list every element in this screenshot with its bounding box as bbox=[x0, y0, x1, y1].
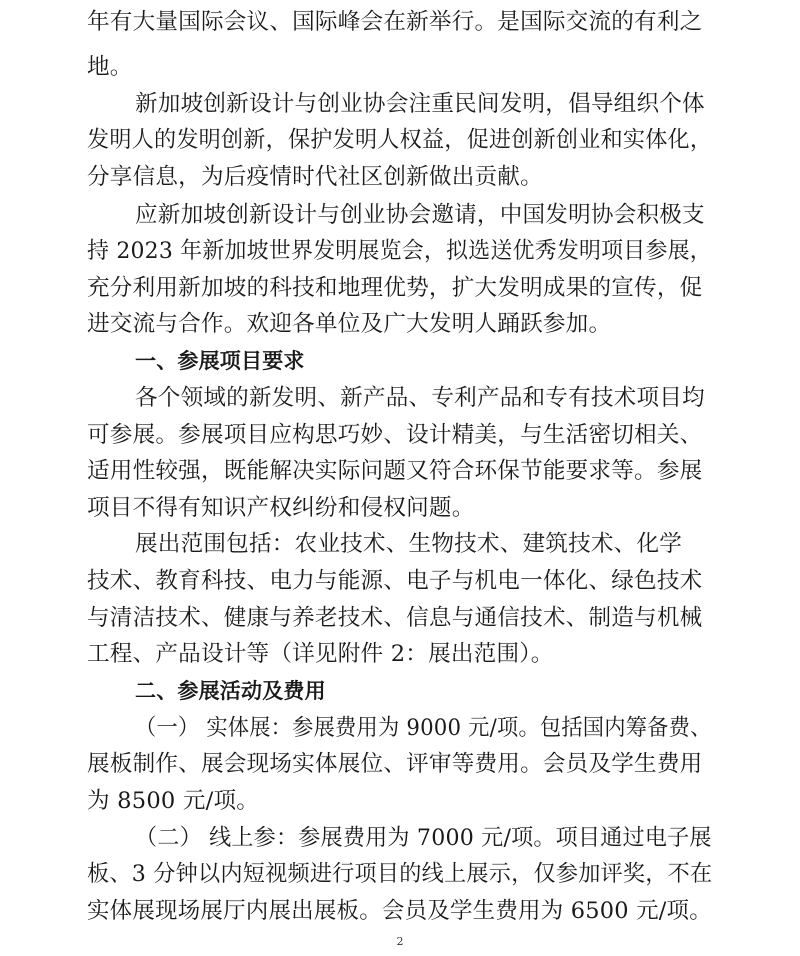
body-text-line: 地。 bbox=[87, 54, 133, 80]
body-text-line: 展板制作、展会现场实体展位、评审等费用。会员及学生费用 bbox=[87, 751, 703, 777]
body-text-line: 板、3 分钟以内短视频进行项目的线上展示，仅参加评奖，不在 bbox=[87, 861, 713, 887]
body-text-line: 与清洁技术、健康与养老技术、信息与通信技术、制造与机械 bbox=[87, 605, 703, 631]
body-text-line: 进交流与合作。欢迎各单位及广大发明人踊跃参加。 bbox=[87, 311, 612, 337]
body-text-line: 发明人的发明创新，保护发明人权益，促进创新创业和实体化， bbox=[87, 127, 713, 153]
body-text-line: 适用性较强，既能解决实际问题又符合环保节能要求等。参展 bbox=[87, 458, 703, 484]
section-heading: 一、参展项目要求 bbox=[135, 349, 305, 373]
paragraph-start-line: 展出范围包括：农业技术、生物技术、建筑技术、化学 bbox=[135, 531, 683, 557]
body-text-line: 项目不得有知识产权纠纷和侵权问题。 bbox=[87, 495, 475, 521]
body-text-line: 实体展现场展厅内展出展板。会员及学生费用为 6500 元/项。 bbox=[87, 898, 712, 924]
page-number: 2 bbox=[396, 935, 404, 948]
section-heading: 二、参展活动及费用 bbox=[135, 679, 326, 703]
body-text-line: 技术、教育科技、电力与能源、电子与机电一体化、绿色技术 bbox=[87, 568, 703, 594]
body-text-line: 可参展。参展项目应构思巧妙、设计精美，与生活密切相关、 bbox=[87, 422, 703, 448]
body-text-line: 工程、产品设计等（详见附件 2：展出范围）。 bbox=[87, 641, 554, 667]
paragraph-start-line: 各个领域的新发明、新产品、专利产品和专有技术项目均 bbox=[135, 385, 705, 411]
paragraph-start-line: （一） 实体展：参展费用为 9000 元/项。包括国内筹备费、 bbox=[135, 715, 712, 741]
paragraph-start-line: 应新加坡创新设计与创业协会邀请，中国发明协会积极支 bbox=[135, 202, 705, 228]
body-text-line: 充分利用新加坡的科技和地理优势，扩大发明成果的宣传，促 bbox=[87, 275, 703, 301]
paragraph-start-line: 新加坡创新设计与创业协会注重民间发明，倡导组织个体 bbox=[135, 91, 705, 117]
body-text-line: 为 8500 元/项。 bbox=[87, 788, 260, 814]
body-text-line: 年有大量国际会议、国际峰会在新举行。是国际交流的有利之 bbox=[87, 9, 703, 35]
body-text-line: 分享信息，为后疫情时代社区创新做出贡献。 bbox=[87, 164, 543, 190]
body-text-line: 持 2023 年新加坡世界发明展览会，拟选送优秀发明项目参展， bbox=[87, 238, 712, 264]
paragraph-start-line: （二） 线上参：参展费用为 7000 元/项。项目通过电子展 bbox=[135, 825, 712, 851]
